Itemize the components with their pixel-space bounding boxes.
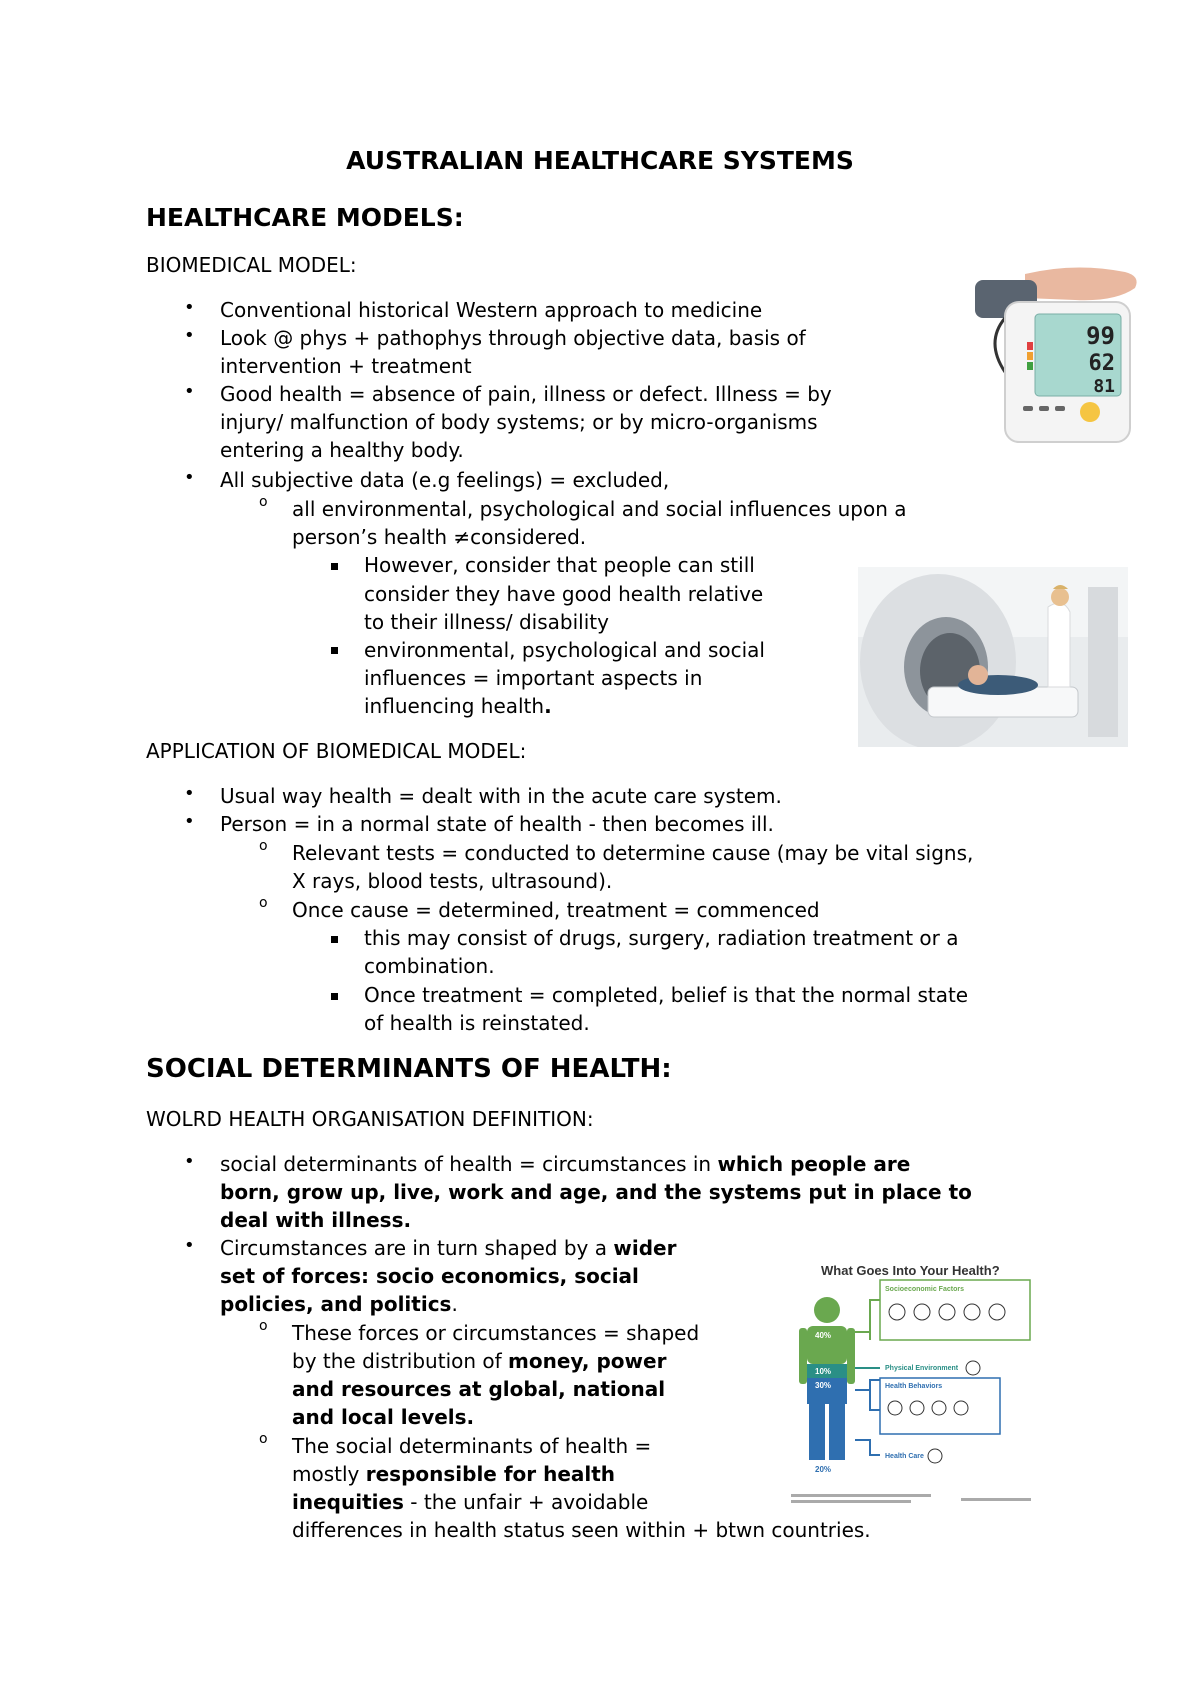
list-item: Usual way health = dealt with in the acute care system.: [220, 784, 782, 808]
document-title: AUSTRALIAN HEALTHCARE SYSTEMS: [346, 146, 854, 175]
list-item-continuation: set of forces: socio economics, social: [220, 1264, 639, 1288]
sub-bullet-o: o: [259, 494, 268, 510]
sub-list-item-continuation: X rays, blood tests, ultrasound).: [292, 869, 613, 893]
section-heading-healthcare-models: HEALTHCARE MODELS:: [146, 203, 464, 232]
list-item: Look @ phys + pathophys through objective data, basis of: [220, 326, 806, 350]
sub-sub-list-item: this may consist of drugs, surgery, radiation treatment or a: [364, 926, 959, 950]
infographic-illustration: [785, 1260, 1040, 1510]
sub-sub-list-item: However, consider that people can still: [364, 553, 755, 577]
list-item: Good health = absence of pain, illness or defect. Illness = by: [220, 382, 832, 406]
sub-list-item: These forces or circumstances = shaped: [292, 1321, 700, 1345]
list-item-continuation: policies, and politics.: [220, 1292, 458, 1316]
cat-physical: Physical Environment: [885, 1365, 959, 1372]
subheading-biomedical-model: BIOMEDICAL MODEL:: [146, 253, 357, 277]
ct-scanner-illustration: [858, 567, 1128, 747]
sub-list-item: Relevant tests = conducted to determine cause (may be vital signs,: [292, 841, 974, 865]
sub-bullet-o: o: [259, 1431, 268, 1447]
cat-socioeconomic: Socioeconomic Factors: [885, 1286, 964, 1293]
section-heading-social-determinants: SOCIAL DETERMINANTS OF HEALTH:: [146, 1054, 672, 1084]
sub-bullet-o: o: [259, 1318, 268, 1334]
sub-sub-list-item-continuation: influences = important aspects in: [364, 666, 703, 690]
square-bullet: [331, 936, 338, 943]
ct-scanner-image: [858, 567, 1128, 747]
bullet-dot: •: [184, 783, 195, 804]
square-bullet: [331, 993, 338, 1000]
list-item: Circumstances are in turn shaped by a wider: [220, 1236, 677, 1260]
sub-list-item: The social determinants of health =: [292, 1434, 652, 1458]
sub-list-item-continuation: differences in health status seen within + btwn countries.: [292, 1518, 871, 1542]
list-item-continuation: injury/ malfunction of body systems; or by micro-organisms: [220, 410, 818, 434]
pulse-reading: 81: [1093, 376, 1115, 397]
sub-sub-list-item-continuation: consider they have good health relative: [364, 582, 764, 606]
list-item-continuation: born, grow up, live, work and age, and the systems put in place to: [220, 1180, 972, 1204]
pct-health-care: 20%: [815, 1465, 832, 1474]
bullet-dot: •: [184, 467, 195, 488]
bullet-dot: •: [184, 1151, 195, 1172]
list-item-continuation: entering a healthy body.: [220, 438, 464, 462]
square-bullet: [331, 563, 338, 570]
bullet-dot: •: [184, 297, 195, 318]
sub-bullet-o: o: [259, 838, 268, 854]
subheading-application-of-biomedical-model: APPLICATION OF BIOMEDICAL MODEL:: [146, 739, 527, 763]
bullet-dot: •: [184, 811, 195, 832]
cat-behaviors: Health Behaviors: [885, 1383, 943, 1390]
list-item: social determinants of health = circumstances in which people are: [220, 1152, 911, 1176]
sub-list-item-continuation: inequities - the unfair + avoidable: [292, 1490, 649, 1514]
pct-socioeconomic: 40%: [815, 1331, 832, 1340]
sub-list-item-continuation: and resources at global, national: [292, 1377, 666, 1401]
sub-list-item-continuation: by the distribution of money, power: [292, 1349, 667, 1373]
list-item: Conventional historical Western approach to medicine: [220, 298, 763, 322]
pct-physical: 10%: [815, 1367, 832, 1376]
list-item: Person = in a normal state of health - then becomes ill.: [220, 812, 774, 836]
blood-pressure-monitor-image: [965, 262, 1143, 446]
sub-sub-list-item: Once treatment = completed, belief is that the normal state: [364, 983, 969, 1007]
health-infographic-image: [785, 1260, 1040, 1510]
sub-bullet-o: o: [259, 895, 268, 911]
diastolic-reading: 62: [1088, 351, 1115, 376]
pct-behaviors: 30%: [815, 1381, 832, 1390]
sub-sub-list-item-continuation: of health is reinstated.: [364, 1011, 590, 1035]
sub-list-item: all environmental, psychological and social influences upon a: [292, 497, 907, 521]
sub-list-item-continuation: mostly responsible for health: [292, 1462, 616, 1486]
sub-sub-list-item-continuation: to their illness/ disability: [364, 610, 609, 634]
sub-list-item-continuation: and local levels.: [292, 1405, 475, 1429]
sub-list-item-continuation: person’s health ≠considered.: [292, 525, 587, 549]
cat-health-care: Health Care: [885, 1453, 924, 1460]
infographic-title: What Goes Into Your Health?: [821, 1263, 1000, 1278]
sub-sub-list-item-continuation: combination.: [364, 954, 495, 978]
subheading-who-definition: WOLRD HEALTH ORGANISATION DEFINITION:: [146, 1107, 594, 1131]
sub-sub-list-item-continuation: influencing health.: [364, 694, 552, 718]
sub-list-item: Once cause = determined, treatment = commenced: [292, 898, 820, 922]
list-item: All subjective data (e.g feelings) = excluded,: [220, 468, 670, 492]
bullet-dot: •: [184, 1235, 195, 1256]
systolic-reading: 99: [1086, 322, 1115, 350]
blood-pressure-monitor-illustration: [965, 262, 1143, 446]
square-bullet: [331, 647, 338, 654]
bullet-dot: •: [184, 325, 195, 346]
sub-sub-list-item: environmental, psychological and social: [364, 638, 765, 662]
bullet-dot: •: [184, 381, 195, 402]
list-item-continuation: deal with illness.: [220, 1208, 412, 1232]
list-item-continuation: intervention + treatment: [220, 354, 472, 378]
